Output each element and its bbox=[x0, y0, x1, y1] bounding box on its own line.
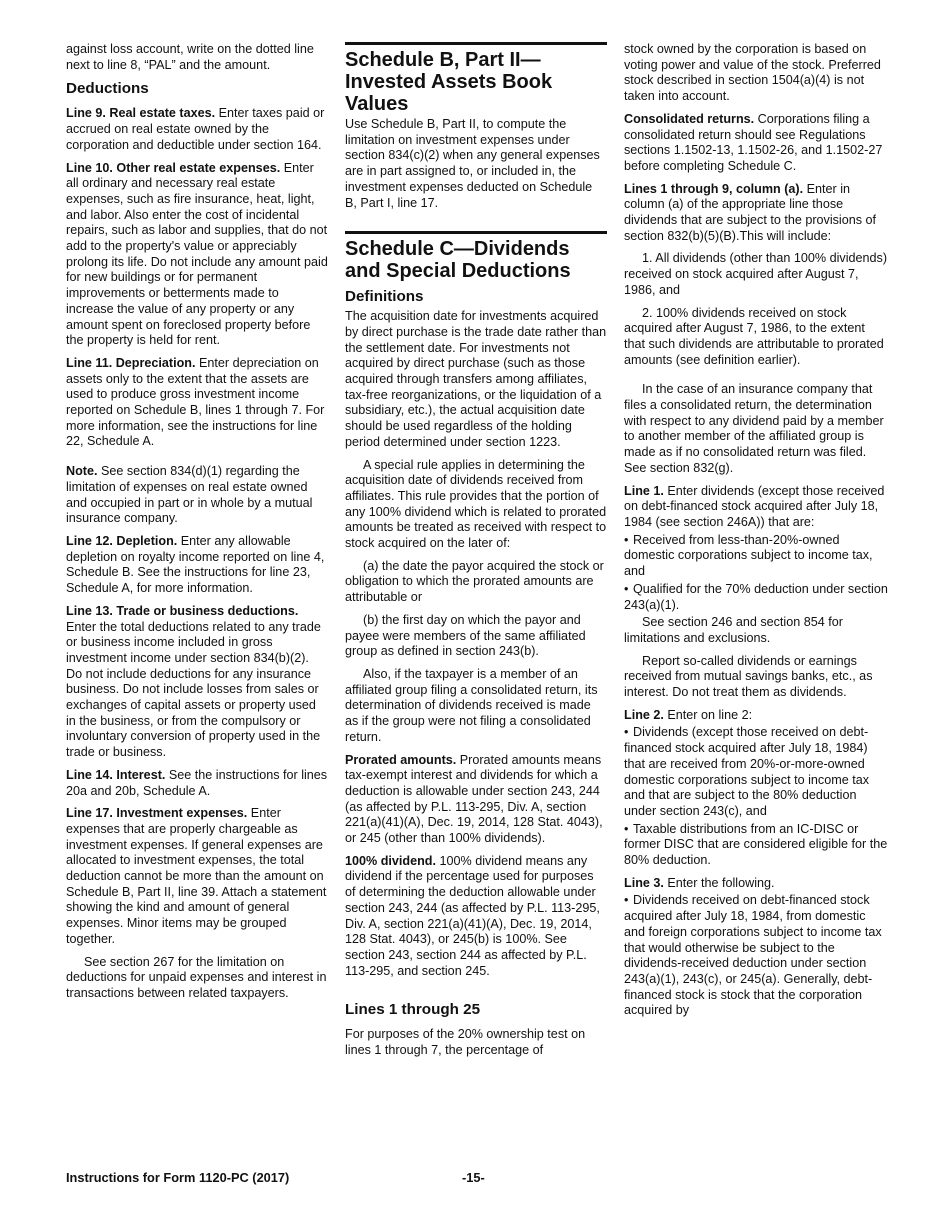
line-13-text: Enter the total deductions related to any trade or business income included in gross investment income under section 834(b)(2). Do not include deductions for any insurance business. Do not include losses from sales or exchanges of capital assets or property used in the business, or from the compulsory or involuntary conversion of property used in the trade or business. bbox=[66, 619, 321, 760]
paragraph-loss-account: against loss account, write on the dotted line next to line 8, “PAL” and the amount. bbox=[66, 42, 314, 72]
line-10-text: Enter all ordinary and necessary real estate expenses, such as fire insurance, heat, light, and labor. Also enter the cost of incidental repairs, such as labor and supplies, that do not add to the property's value or appreciably prolong its life. Do not include any amount paid for new buildings or for permanent improvements or betterments made to increase the value of any property or any amount spent on foreclosed property before the property is held for rent. bbox=[66, 160, 328, 348]
line-9-text: Enter taxes paid or accrued on real estate owned by the corporation and deductible under section 164. bbox=[66, 106, 325, 152]
line-2-lead: Line 2. bbox=[624, 707, 664, 722]
line-1-bullet-1 bbox=[624, 533, 888, 580]
line-11-text: Enter depreciation on assets only to the extent that the assets are used to produce gross investment income reported on Schedule B, lines 1 through 7. For more information, see the instructions for line 22, Schedule A. bbox=[66, 355, 325, 449]
prorated-amounts-text: Prorated amounts means tax-exempt interest and dividends for which a deduction is allowable under section 243, 244 (as affected by P.L. 113-295, Div. A, section 221(a)(41)(A), Dec. 19, 2014, 128 Stat. 4043), or 245 (other than 100% dividends). bbox=[345, 752, 603, 846]
paragraph-note bbox=[66, 464, 328, 527]
heading-definitions: Definitions bbox=[345, 288, 424, 306]
paragraph-mutual-savings: Report so-called dividends or earnings received from mutual savings banks, etc., as interest. Do not treat them as dividends. bbox=[624, 653, 873, 700]
dividend-100-text: 100% dividend means any dividend if the percentage used for purposes of determining the deduction allowable under section 243, 244 (as affected by P.L. 113-295, Div. A, section 221(a)(41)(A), Dec. 19, 2014, 128 Stat. 4043), or 245(b) is 100%. See section 243, section 244 as affected by P.L. 113-295, and section 245. bbox=[345, 853, 600, 978]
line-9-lead: Line 9. Real estate taxes. bbox=[66, 106, 216, 121]
paragraph-prorated-amounts bbox=[345, 753, 607, 847]
line-2-bullet-2 bbox=[624, 822, 888, 869]
note-lead: Note. bbox=[66, 464, 98, 479]
paragraph-line-13 bbox=[66, 604, 328, 761]
line-1-bullet-1-text: • Received from less-than-20%-owned domestic corporations subject to income tax, and bbox=[624, 533, 888, 580]
column-middle bbox=[345, 42, 607, 1066]
paragraph-line-9 bbox=[66, 106, 328, 153]
line-2-bullet-1-text: • Dividends (except those received on debt-financed stock acquired after July 18, 1984) that are received from 20%-or-more-owned domestic corporations subject to income tax and that are subject to the 80% deduction under section 243(c), and bbox=[624, 725, 888, 819]
paragraph-section-267: See section 267 for the limitation on deductions for unpaid expenses and interest in transactions between related taxpayers. bbox=[66, 954, 327, 1000]
footer-form-name: Instructions for Form 1120-PC (2017) bbox=[66, 1170, 290, 1185]
line-3-bullet-1-text: • Dividends received on debt-financed stock acquired after July 18, 1984, from domestic and foreign corporations subject to income tax that would otherwise be subject to the dividends-received deduction under section 243(a)(1), 243(c), or 245(a). Generally, debt-financed stock is stock that the corporation acquired by bbox=[624, 893, 888, 1019]
line-1-text: Enter dividends (except those received on debt-financed stock acquired after July 18, 1984 (see section 246A)) that are: bbox=[624, 483, 885, 529]
column-right bbox=[624, 42, 888, 1026]
line-13-lead: Line 13. Trade or business deductions. bbox=[66, 603, 299, 618]
dividend-100-lead: 100% dividend. bbox=[345, 853, 436, 868]
paragraph-schedule-b-part-ii: Use Schedule B, Part II, to compute the limitation on investment expenses under section 834(c)(2) when any general expenses are in part assigned to, or included in, the investment expenses deducted on Schedule B, Part I, line 17. bbox=[345, 117, 600, 210]
paragraph-line-17 bbox=[66, 806, 328, 947]
line-3-text: Enter the following. bbox=[663, 875, 775, 890]
line-3-lead: Line 3. bbox=[624, 875, 664, 890]
paragraph-item-b: (b) the first day on which the payor and payee were members of the same affiliated group as defined in section 243(b). bbox=[345, 612, 586, 659]
paragraph-see-section-246: See section 246 and section 854 for limitations and exclusions. bbox=[624, 615, 843, 645]
line-14-text: See the instructions for lines 20a and 20b, Schedule A. bbox=[66, 767, 328, 798]
paragraph-special-rule: A special rule applies in determining the acquisition date of dividends received from affiliates. This rule provides that the portion of any 100% dividend which is related to prorated amounts be treated as received with respect to stock acquired on the later of: bbox=[345, 457, 607, 551]
consolidated-returns-text: Corporations filing a consolidated return should see Regulations sections 1.1502-13, 1.1502-26, and 1.1502-27 before completing Schedule C. bbox=[624, 111, 883, 173]
list-item-2: 2. 100% dividends received on stock acquired after August 7, 1986, to the extent that such dividends are attributable to prorated amounts (see definition earlier). bbox=[624, 305, 884, 367]
lines-1-9-text: Enter in column (a) of the appropriate line those dividends that are subject to the provisions of section 832(b)(5)(B).This will include: bbox=[624, 181, 877, 243]
paragraph-line-11 bbox=[66, 356, 328, 450]
heading-deductions: Deductions bbox=[66, 80, 149, 98]
lines-1-9-lead: Lines 1 through 9, column (a). bbox=[624, 181, 804, 196]
footer-page-number: -15- bbox=[462, 1170, 485, 1185]
paragraph-line-3 bbox=[624, 876, 888, 892]
line-11-lead: Line 11. Depreciation. bbox=[66, 355, 196, 370]
line-12-lead: Line 12. Depletion. bbox=[66, 533, 178, 548]
line-17-lead: Line 17. Investment expenses. bbox=[66, 806, 248, 821]
paragraph-line-2 bbox=[624, 708, 888, 724]
paragraph-ownership-test: For purposes of the 20% ownership test on lines 1 through 7, the percentage of bbox=[345, 1027, 586, 1058]
line-12-text: Enter any allowable depletion on royalty income reported on line 4, Schedule B. See the instructions for line 23, Schedule A, for more information. bbox=[66, 533, 325, 596]
paragraph-line-12 bbox=[66, 534, 328, 597]
line-3-bullet-1 bbox=[624, 893, 888, 1019]
heading-lines-1-through-25: Lines 1 through 25 bbox=[345, 1001, 481, 1019]
prorated-amounts-lead: Prorated amounts. bbox=[345, 752, 457, 767]
line-2-text: Enter on line 2: bbox=[663, 707, 753, 722]
paragraph-lines-1-9-column-a bbox=[624, 182, 888, 245]
line-1-bullet-2-text: • Qualified for the 70% deduction under section 243(a)(1). bbox=[624, 582, 888, 613]
paragraph-insurance-consolidated: In the case of an insurance company that files a consolidated return, the determination with respect to any dividend paid by a member to another member of the affiliated group is made as if no consolidated return was filed. See section 832(g). bbox=[624, 382, 884, 475]
paragraph-acquisition-date: The acquisition date for investments acquired by direct purchase is the trade date rather than the settlement date. For investments not acquired by direct purchase (such as those acquired through transfers among affiliates, tax-free reorganizations, or the liquidation of a subsidiary, etc.), the actual acquisition date should be used regardless of the holding period determined under section 1223. bbox=[345, 309, 607, 449]
line-10-lead: Line 10. Other real estate expenses. bbox=[66, 160, 281, 175]
line-2-bullet-1 bbox=[624, 725, 888, 819]
paragraph-item-a: (a) the date the payor acquired the stock or obligation to which the prorated amounts are attributable or bbox=[345, 558, 604, 605]
paragraph-consolidated-returns bbox=[624, 112, 888, 175]
line-1-lead: Line 1. bbox=[624, 483, 664, 498]
note-text: See section 834(d)(1) regarding the limitation of expenses on real estate owned and occupied in part or in whole by a mutual insurance company. bbox=[66, 464, 313, 526]
paragraph-100-percent-dividend bbox=[345, 854, 607, 980]
schedule-b-part-ii-heading: Schedule B, Part II—Invested Assets Book Values bbox=[345, 42, 607, 115]
line-14-lead: Line 14. Interest. bbox=[66, 767, 166, 782]
column-left bbox=[66, 42, 328, 1009]
line-1-bullet-2 bbox=[624, 582, 888, 613]
paragraph-line-10 bbox=[66, 161, 328, 349]
consolidated-returns-lead: Consolidated returns. bbox=[624, 111, 755, 126]
paragraph-affiliated-group: Also, if the taxpayer is a member of an affiliated group filing a consolidated return, its determination of dividends received is made as if the group were not filing a consolidated return. bbox=[345, 666, 598, 744]
list-item-1: 1. All dividends (other than 100% dividends) received on stock acquired after August 7, 1986, and bbox=[624, 251, 888, 297]
paragraph-line-1 bbox=[624, 484, 888, 531]
paragraph-line-14 bbox=[66, 768, 328, 799]
schedule-c-heading: Schedule C—Dividends and Special Deductions bbox=[345, 231, 607, 282]
line-17-text: Enter expenses that are properly chargeable as investment expenses. If general expenses are allocated to investment expenses, the total deduction cannot be more than the amount on Schedule B, Part II, line 39. Attach a statement showing the kind and amount of general expenses. Minor items may be grouped together. bbox=[66, 806, 327, 946]
line-2-bullet-2-text: • Taxable distributions from an IC-DISC or former DISC that are considered eligible for the 80% deduction. bbox=[624, 822, 888, 869]
paragraph-stock-owned: stock owned by the corporation is based on voting power and value of the stock. Preferred stock described in section 1504(a)(4) is not taken into account. bbox=[624, 42, 881, 104]
